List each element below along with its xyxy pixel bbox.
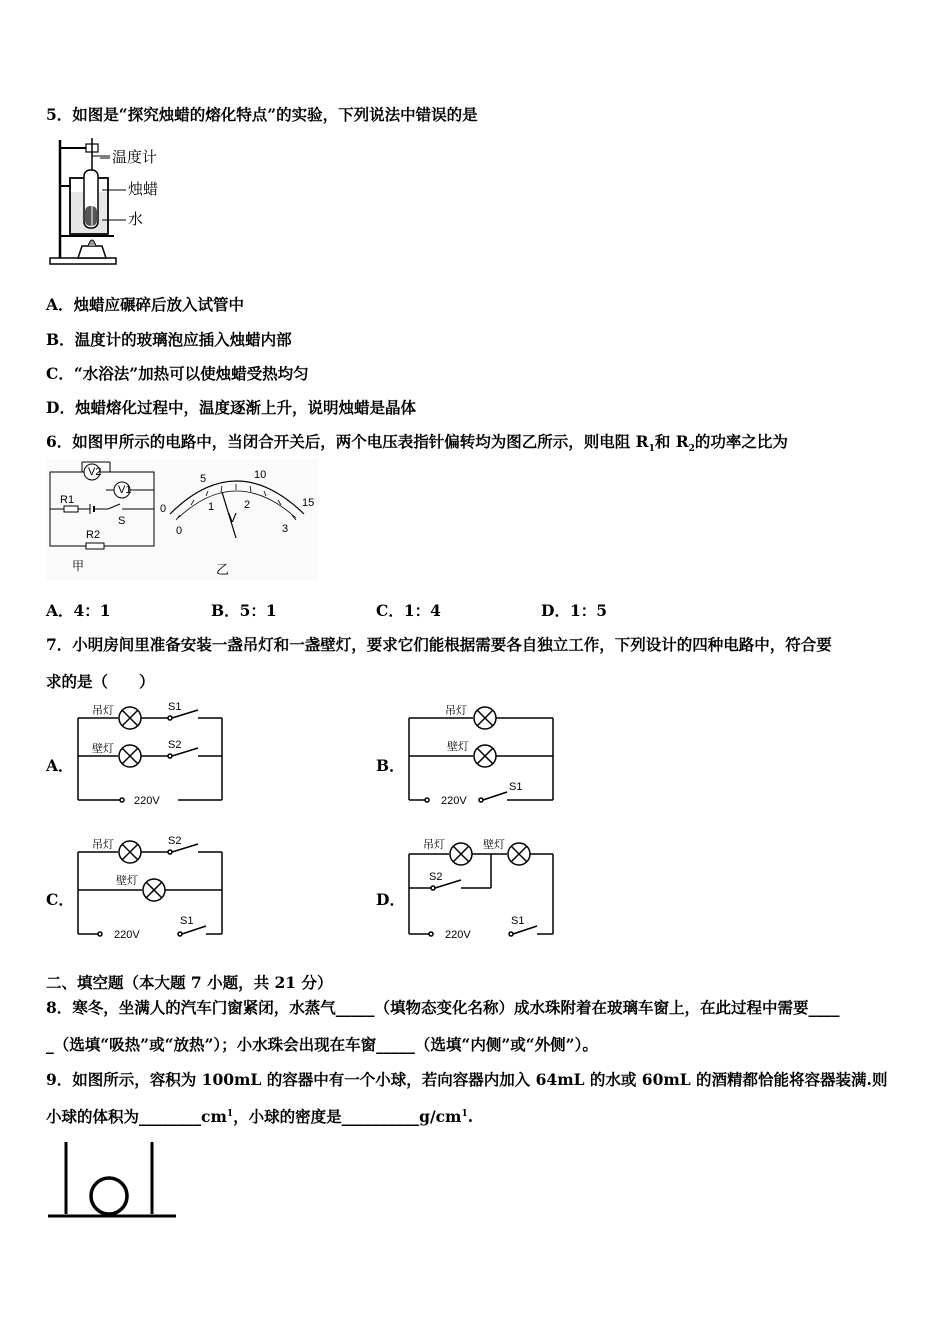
q6-stem: 6．如图甲所示的电路中，当闭合开关后，两个电压表指针偏转均为图乙所示，则电阻 $R_1$和 $R_2$的功率之比为 <box>46 432 788 455</box>
q8-line2: _（选填“吸热”或“放热”）；小水珠会出现在车窗_____（选填“内侧”或“外侧”）。 <box>46 1035 598 1054</box>
s2-label: S2 <box>429 871 443 883</box>
top-scale-10: 10 <box>254 469 267 481</box>
q9-line1: 9．如图所示，容积为 100mL 的容器中有一个小球，若向容器内加入 64mL 的水或 60mL 的酒精都恰能将容器装满.则 <box>46 1070 888 1089</box>
voltage-label: 220V <box>445 929 471 940</box>
q7-option-d: D． <box>376 890 405 909</box>
circuit-b <box>407 700 559 806</box>
caption-yi: 乙 <box>216 562 230 577</box>
pendant-lamp-label: 吊灯 <box>92 839 114 851</box>
q6-option-c: C．1：4 <box>376 601 441 620</box>
s1-label: S1 <box>509 781 523 793</box>
circuit-a <box>76 700 226 806</box>
voltage-label: 220V <box>134 795 160 806</box>
caption-jia: 甲 <box>72 559 85 573</box>
bottom-scale-3: 3 <box>282 523 289 535</box>
switch-s-label: S <box>118 515 126 527</box>
bottom-scale-1: 1 <box>208 501 215 513</box>
bottom-scale-0: 0 <box>176 525 183 537</box>
circuit-d <box>407 834 559 940</box>
section-2-title: 二、填空题（本大题 7 小题，共 21 分） <box>46 973 333 992</box>
top-scale-5: 5 <box>200 473 207 485</box>
s1-label: S1 <box>168 701 182 713</box>
s1-label: S1 <box>180 915 194 927</box>
s2-label: S2 <box>168 739 182 751</box>
q6-figure <box>46 458 318 580</box>
q5-option-a: A．烛蜡应碾碎后放入试管中 <box>46 295 245 314</box>
bottom-scale-2: 2 <box>244 499 251 511</box>
wall-lamp-label: 壁灯 <box>447 741 469 753</box>
thermometer-label: 温度计 <box>112 149 158 166</box>
top-scale-0: 0 <box>160 503 167 515</box>
q5-option-d: D．烛蜡熔化过程中，温度逐渐上升，说明烛蜡是晶体 <box>46 398 416 417</box>
r2-label: R2 <box>86 529 101 541</box>
q6-option-a: A．4：1 <box>46 601 111 620</box>
wall-lamp-label: 壁灯 <box>92 743 114 755</box>
r1-label: R1 <box>60 494 75 506</box>
s2-label: S2 <box>168 835 182 847</box>
voltage-label: 220V <box>441 795 467 806</box>
q8-line1: 8．寒冬，坐满人的汽车门窗紧闭，水蒸气_____（填物态变化名称）成水珠附着在玻璃车窗上，在此过程中需要____ <box>46 998 840 1017</box>
q5-figure <box>46 134 176 269</box>
voltmeter-unit: V <box>228 510 237 525</box>
wall-lamp-label: 壁灯 <box>483 839 505 851</box>
q5-option-c: C．“水浴法”加热可以使烛蜡受热均匀 <box>46 364 309 383</box>
water-label: 水 <box>128 211 144 228</box>
top-scale-15: 15 <box>302 497 315 509</box>
q7-option-a: A． <box>46 756 74 775</box>
q7-option-b: B． <box>376 756 405 775</box>
v2-label: V2 <box>88 466 102 478</box>
wall-lamp-label: 壁灯 <box>116 875 138 887</box>
q6-option-d: D．1：5 <box>541 601 608 620</box>
q7-option-c: C． <box>46 890 74 909</box>
q6-option-b: B．5：1 <box>211 601 277 620</box>
q7-stem-line1: 7．小明房间里准备安装一盏吊灯和一盏壁灯，要求它们能根据需要各自独立工作，下列设计的四种电路中，符合要 <box>46 635 832 654</box>
q7-stem-line2: 求的是（ ） <box>46 672 155 691</box>
wax-label: 烛蜡 <box>128 181 159 198</box>
pendant-lamp-label: 吊灯 <box>445 705 467 717</box>
v1-label: V1 <box>118 484 132 496</box>
q9-line2: 小球的体积为$\_\_\_\_\_\_\_\_cm^1$，小球的密度是$\_\_\_\_\_\_\_\_\_\_g/cm^1$. <box>46 1107 474 1126</box>
circuit-c <box>76 834 226 940</box>
q9-container-figure <box>44 1140 180 1222</box>
pendant-lamp-label: 吊灯 <box>423 839 445 851</box>
s1-label: S1 <box>511 915 525 927</box>
q5-stem: 5．如图是“探究烛蜡的熔化特点”的实验，下列说法中错误的是 <box>46 105 478 124</box>
pendant-lamp-label: 吊灯 <box>92 705 114 717</box>
voltage-label: 220V <box>114 929 140 940</box>
q5-option-b: B．温度计的玻璃泡应插入烛蜡内部 <box>46 330 292 349</box>
